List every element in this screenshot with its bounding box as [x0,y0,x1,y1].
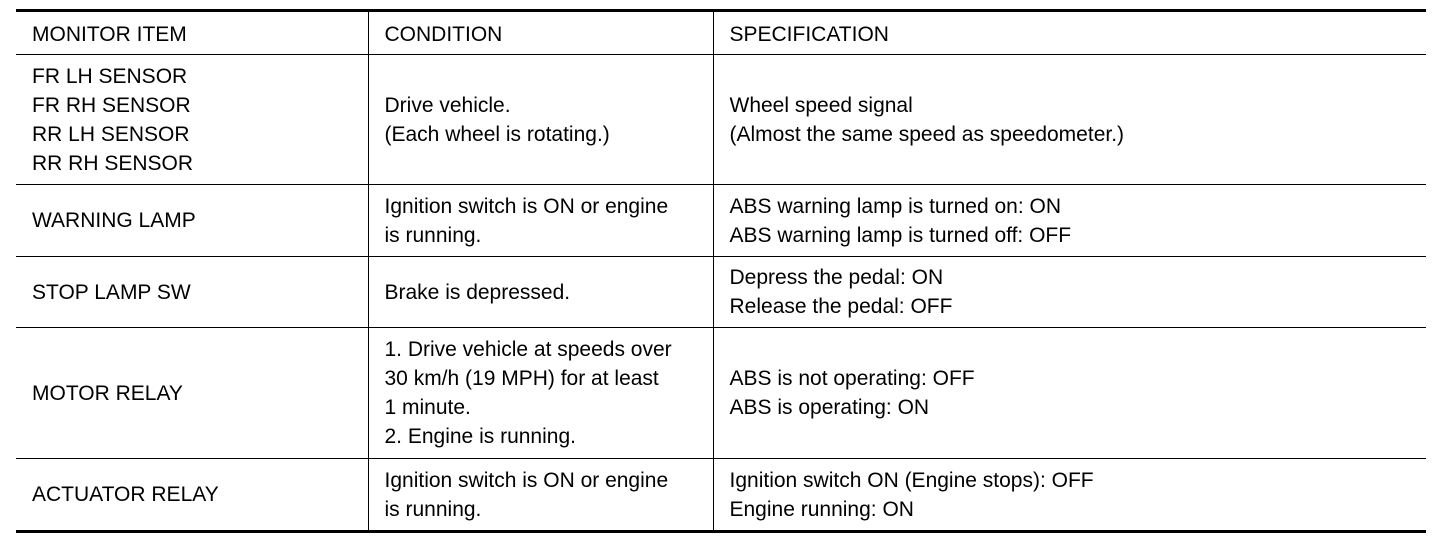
specification-line: (Almost the same speed as speedometer.) [729,122,1125,146]
monitor-item-cell [16,257,368,328]
table-row [16,55,1426,185]
condition-line: Ignition switch is ON or engine [384,194,669,218]
condition-line: Ignition switch is ON or engine [384,468,669,492]
condition-line: Brake is depressed. [384,280,571,304]
table-row [16,185,1426,257]
specification-line: ABS warning lamp is turned on: ON [729,194,1061,218]
monitor-item-line: ACTUATOR RELAY [32,483,219,506]
table-header-row [16,11,1426,55]
specification-line: ABS is not operating: OFF [729,367,975,390]
condition-line: 30 km/h (19 MPH) for at least [384,367,659,390]
condition-line: Drive vehicle. [384,93,511,117]
specification-line: Wheel speed signal [729,93,913,117]
specification-cell [713,55,1426,185]
table-row [16,459,1426,532]
specification-cell [713,257,1426,328]
condition-line: 1 minute. [384,396,471,419]
monitor-item-line: FR LH SENSOR [32,64,188,88]
condition-cell [368,328,713,459]
condition-cell [368,459,713,532]
condition-cell [368,185,713,257]
condition-line: is running. [384,223,482,247]
monitor-item-cell [16,55,368,185]
condition-line: (Each wheel is rotating.) [384,122,610,146]
monitor-item-cell [16,459,368,532]
condition-cell [368,55,713,185]
specification-line: Release the pedal: OFF [729,295,953,318]
monitor-item-line: STOP LAMP SW [32,280,191,304]
condition-cell [368,257,713,328]
monitor-item-line: MOTOR RELAY [32,381,183,405]
specification-cell [713,459,1426,532]
header-condition: CONDITION [368,11,713,55]
specification-line: Engine running: ON [729,497,914,521]
condition-line: 2. Engine is running. [384,425,576,448]
condition-line: 1. Drive vehicle at speeds over [384,338,672,361]
header-specification: SPECIFICATION [713,11,1426,55]
monitor-item-line: RR LH SENSOR [32,122,190,146]
monitor-item-cell [16,328,368,459]
specification-cell [713,328,1426,459]
table-row [16,328,1426,459]
specification-cell [713,185,1426,257]
monitor-item-line: RR RH SENSOR [32,151,194,175]
monitor-item-line: WARNING LAMP [32,209,196,232]
table-row [16,257,1426,328]
specification-line: ABS is operating: ON [729,396,930,419]
specification-line: ABS warning lamp is turned off: OFF [729,223,1072,247]
specification-line: Ignition switch ON (Engine stops): OFF [729,468,1094,492]
specification-line: Depress the pedal: ON [729,266,944,289]
monitor-item-cell [16,185,368,257]
header-monitor-item: MONITOR ITEM [16,11,368,55]
condition-line: is running. [384,497,482,521]
monitor-spec-table [16,9,1426,533]
monitor-item-line: FR RH SENSOR [32,93,191,117]
